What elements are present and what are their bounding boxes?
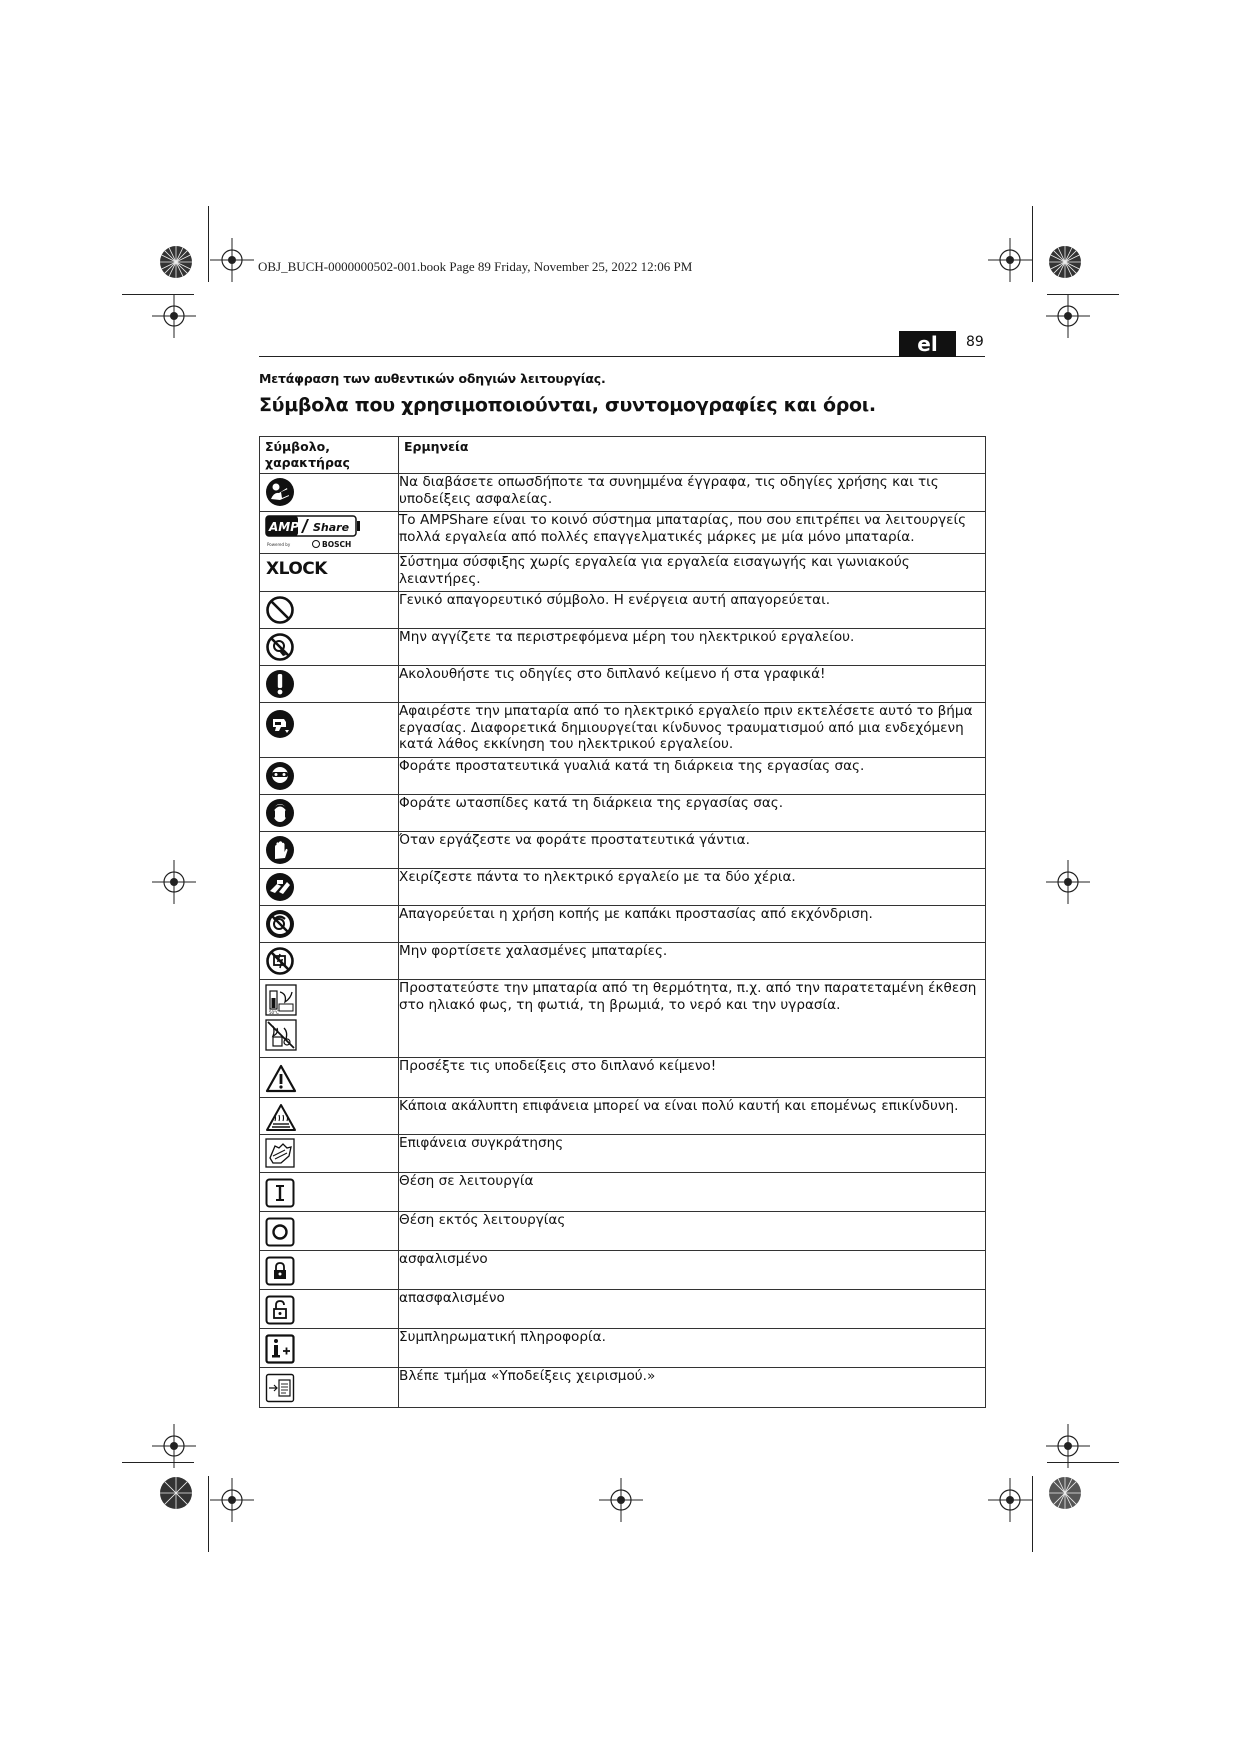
table-row xyxy=(260,869,986,906)
grip-surface-icon xyxy=(265,1138,295,1168)
header-symbol-line1: Σύμβολο, xyxy=(265,439,330,454)
symbols-table xyxy=(259,436,986,1408)
crosshair-mark xyxy=(1046,860,1090,904)
table-row xyxy=(260,1368,986,1408)
ear-protection-icon xyxy=(265,798,295,828)
row-description: Μην αγγίζετε τα περιστρεφόμενα μέρη του ηλεκτρικού εργαλείου. xyxy=(399,629,986,666)
power-off-icon xyxy=(265,1217,295,1247)
table-row xyxy=(260,666,986,703)
row-description: Θέση σε λειτουργία xyxy=(399,1173,986,1212)
table-row xyxy=(260,1329,986,1368)
row-description: Μην φορτίσετε χαλασμένες μπαταρίες. xyxy=(399,943,986,980)
row-description: ασφαλισμένο xyxy=(399,1251,986,1290)
table-row xyxy=(260,795,986,832)
crop-line xyxy=(208,206,209,282)
crop-line xyxy=(1047,1462,1119,1463)
ampshare-powered-text: Powered by xyxy=(267,542,291,547)
row-description: Σύστημα σύσφιξης χωρίς εργαλεία για εργαλεία εισαγωγής και γωνιακούς λειαντήρες. xyxy=(399,554,986,592)
table-row xyxy=(260,1212,986,1251)
row-description: Να διαβάσετε οπωσδήποτε τα συνημμένα έγγραφα, τις οδηγίες χρήσης και τις υποδείξεις ασφαλείας. xyxy=(399,474,986,512)
row-description: Το AMPShare είναι το κοινό σύστημα μπαταρίας, που σου επιτρέπει να λειτουργείς πολλά εργαλεία από πολλές επαγγελματικές μάρκες με μία μόνο μπαταρία. xyxy=(399,512,986,554)
crop-line xyxy=(122,1462,194,1463)
table-header-row xyxy=(260,437,986,474)
crosshair-mark xyxy=(988,238,1032,282)
row-description: Συμπληρωματική πληροφορία. xyxy=(399,1329,986,1368)
battery-heat-protection-icon xyxy=(265,984,299,1052)
ampshare-logo xyxy=(265,515,361,549)
table-row xyxy=(260,554,986,592)
row-description: Απαγορεύεται η χρήση κοπής με καπάκι προστασίας από εκχόνδριση. xyxy=(399,906,986,943)
table-row xyxy=(260,592,986,629)
registration-mark-circle xyxy=(158,1475,194,1511)
row-description: Αφαιρέστε την μπαταρία από το ηλεκτρικό εργαλείο πριν εκτελέσετε αυτό το βήμα εργασίας. Διαφορετικά δημιουργείται κίνδυνος τραυματισμού από μια ενδεχόμενη κατά λάθος εκκίνηση του ηλεκτρικού εργαλείου. xyxy=(399,703,986,758)
row-description: Θέση εκτός λειτουργίας xyxy=(399,1212,986,1251)
row-description: Φοράτε ωτασπίδες κατά τη διάρκεια της εργασίας σας. xyxy=(399,795,986,832)
table-row xyxy=(260,1290,986,1329)
row-description: Όταν εργάζεστε να φοράτε προστατευτικά γάντια. xyxy=(399,832,986,869)
table-row xyxy=(260,512,986,554)
power-on-icon xyxy=(265,1178,295,1208)
row-description: Χειρίζεστε πάντα το ηλεκτρικό εργαλείο με τα δύο χέρια. xyxy=(399,869,986,906)
header-meaning: Ερμηνεία xyxy=(399,437,986,474)
row-description: Προστατεύστε την μπαταρία από τη θερμότητα, π.χ. από την παρατεταμένη έκθεση στο ηλιακό φως, τη φωτιά, τη βρωμιά, το νερό και την υγρασία. xyxy=(399,980,986,1058)
table-row xyxy=(260,832,986,869)
row-description: Κάποια ακάλυπτη επιφάνεια μπορεί να είναι πολύ καυτή και επομένως επικίνδυνη. xyxy=(399,1098,986,1135)
crop-line xyxy=(208,1476,209,1552)
table-row xyxy=(260,474,986,512)
prohibition-icon xyxy=(265,595,295,625)
exclamation-icon xyxy=(265,669,295,699)
no-charge-damaged-battery-icon xyxy=(265,946,295,976)
two-hands-icon xyxy=(265,872,295,902)
crop-line xyxy=(1047,294,1119,295)
registration-mark-circle xyxy=(1047,244,1083,280)
row-description: Φοράτε προστατευτικά γυαλιά κατά τη διάρκεια της εργασίας σας. xyxy=(399,758,986,795)
row-description: Γενικό απαγορευτικό σύμβολο. Η ενέργεια αυτή απαγορεύεται. xyxy=(399,592,986,629)
crosshair-mark xyxy=(152,294,196,338)
crosshair-mark xyxy=(210,238,254,282)
row-description: Ακολουθήστε τις οδηγίες στο διπλανό κείμενο ή στα γραφικά! xyxy=(399,666,986,703)
crop-line xyxy=(1032,206,1033,282)
table-row xyxy=(260,906,986,943)
row-description: Επιφάνεια συγκράτησης xyxy=(399,1135,986,1173)
crosshair-mark xyxy=(1046,294,1090,338)
header-symbol xyxy=(260,437,399,474)
no-touch-rotating-icon xyxy=(265,632,295,662)
ampshare-bosch-text: BOSCH xyxy=(322,540,352,549)
table-row xyxy=(260,980,986,1058)
see-section-icon xyxy=(265,1373,295,1403)
remove-battery-icon xyxy=(265,709,295,739)
info-icon xyxy=(265,1334,295,1364)
registration-mark-circle xyxy=(158,244,194,280)
safety-goggles-icon xyxy=(265,761,295,791)
gloves-icon xyxy=(265,835,295,865)
no-cutting-guard-icon xyxy=(265,909,295,939)
svg-text:50°C: 50°C xyxy=(269,1010,279,1015)
table-row xyxy=(260,703,986,758)
crosshair-mark xyxy=(599,1478,643,1522)
hot-surface-icon xyxy=(265,1103,297,1133)
registration-mark-circle xyxy=(1047,1475,1083,1511)
crosshair-mark xyxy=(210,1478,254,1522)
table-row xyxy=(260,1058,986,1098)
language-badge: el xyxy=(899,331,956,357)
page-number: 89 xyxy=(966,334,984,350)
print-header-book-info: OBJ_BUCH-0000000502-001.book Page 89 Friday, November 25, 2022 12:06 PM xyxy=(258,259,693,274)
row-description: Βλέπε τμήμα «Υποδείξεις χειρισμού.» xyxy=(399,1368,986,1408)
page-title: Σύμβολα που χρησιμοποιούνται, συντομογραφίες και όροι. xyxy=(259,394,876,416)
table-row xyxy=(260,758,986,795)
table-row xyxy=(260,1135,986,1173)
header-rule xyxy=(259,356,985,357)
header-symbol-line2: χαρακτήρας xyxy=(265,455,350,470)
ampshare-amp-text: AMP xyxy=(269,520,300,534)
table-row xyxy=(260,1098,986,1135)
table-row xyxy=(260,943,986,980)
unlocked-icon xyxy=(265,1295,295,1325)
xlock-logo: XLOCK xyxy=(266,559,327,579)
crosshair-mark xyxy=(988,1478,1032,1522)
table-row xyxy=(260,1173,986,1212)
section-subtitle: Μετάφραση των αυθεντικών οδηγιών λειτουργίας. xyxy=(259,371,606,386)
read-manual-icon xyxy=(265,477,295,507)
row-description: απασφαλισμένο xyxy=(399,1290,986,1329)
table-row xyxy=(260,1251,986,1290)
table-row xyxy=(260,629,986,666)
row-description: Προσέξτε τις υποδείξεις στο διπλανό κείμενο! xyxy=(399,1058,986,1098)
crosshair-mark xyxy=(152,860,196,904)
locked-icon xyxy=(265,1256,295,1286)
warning-triangle-icon xyxy=(265,1064,297,1094)
crop-line xyxy=(122,294,194,295)
ampshare-share-text: Share xyxy=(313,521,350,534)
crop-line xyxy=(1032,1476,1033,1552)
